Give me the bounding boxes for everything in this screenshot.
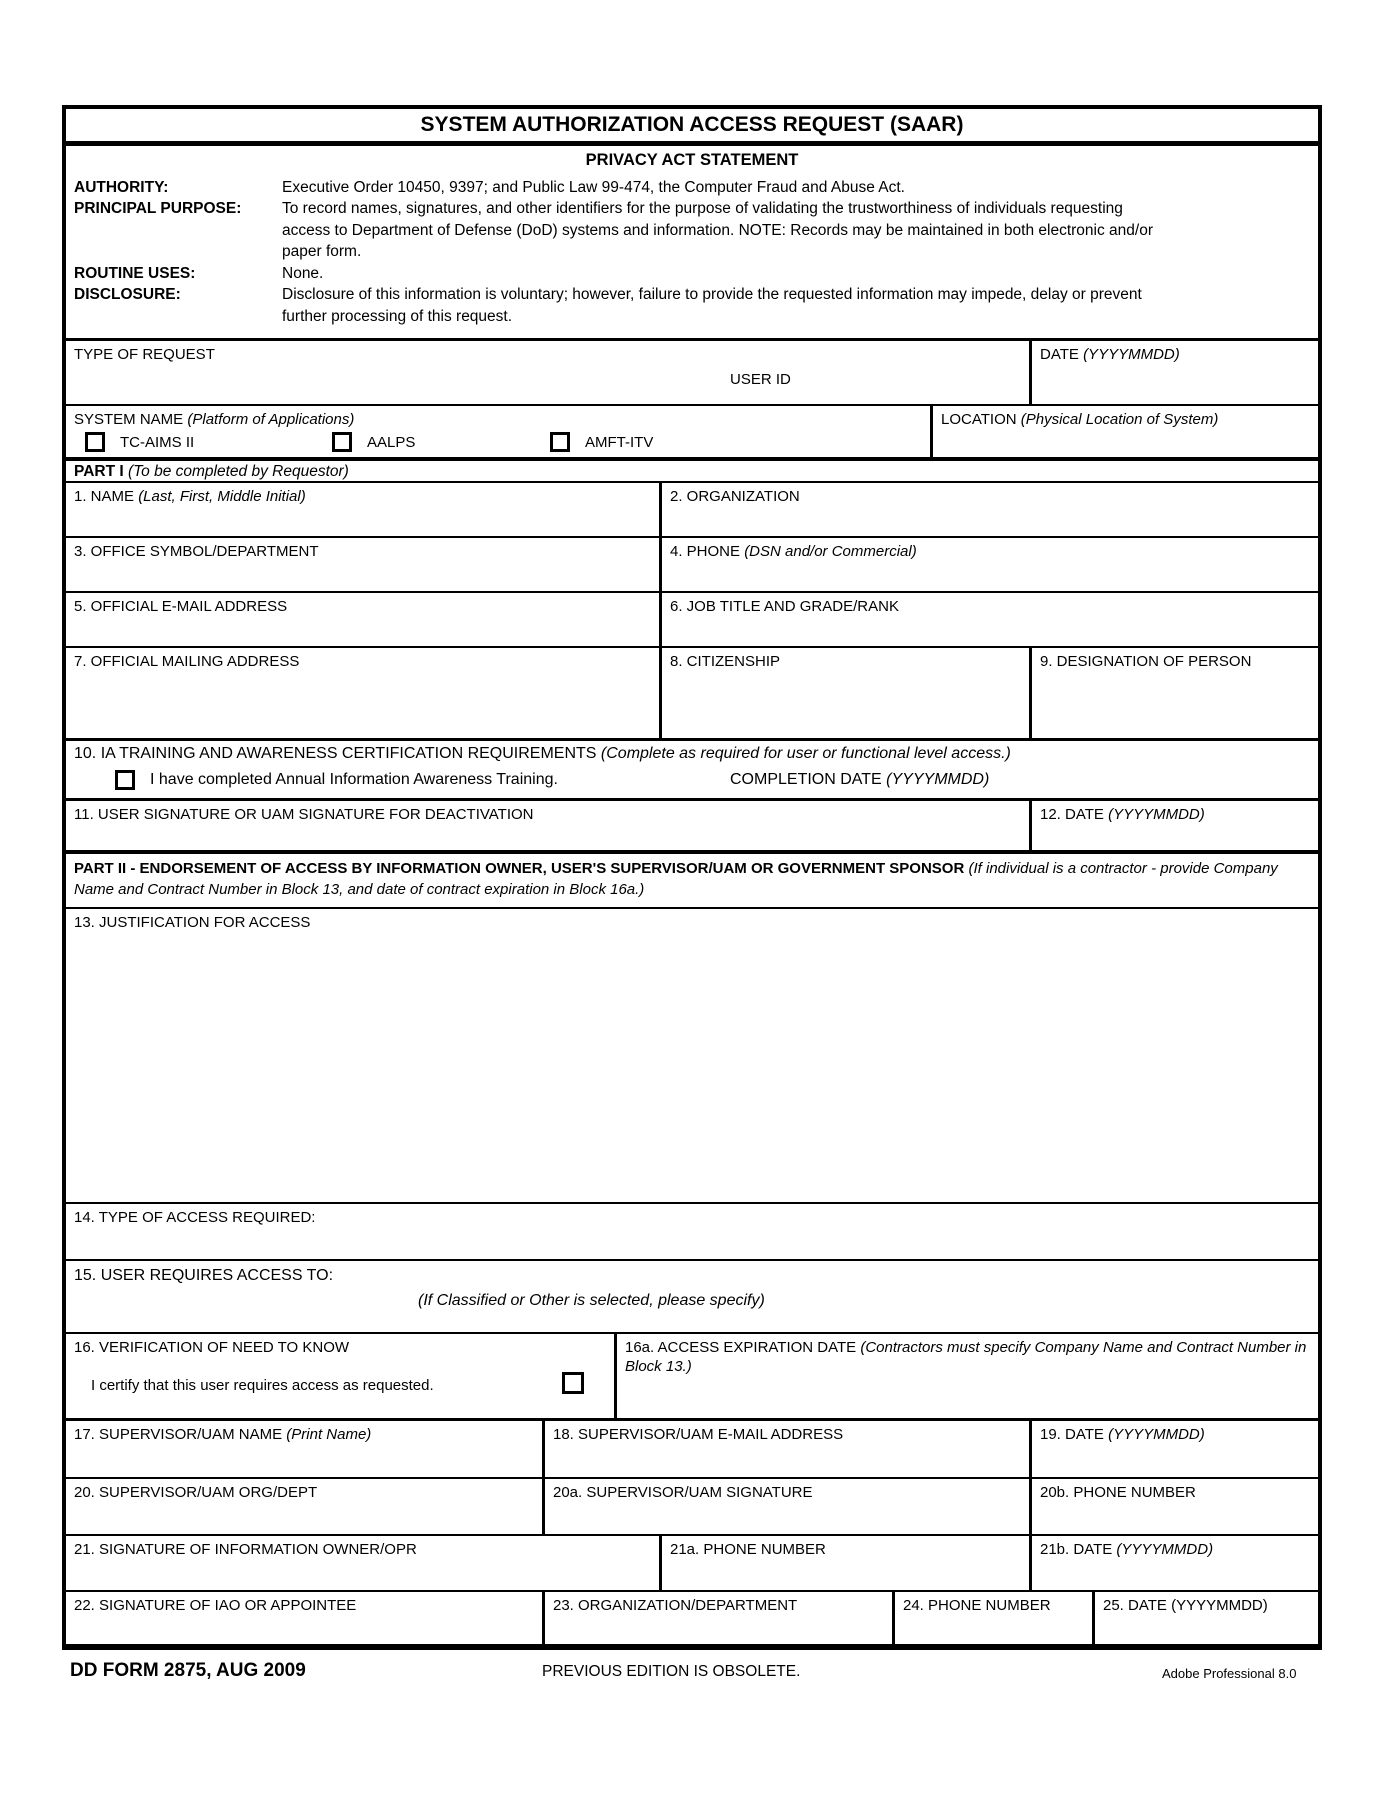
tc-aims-ii-label: TC-AIMS II [120, 434, 195, 451]
field-18-label: 18. SUPERVISOR/UAM E-MAIL ADDRESS [553, 1426, 844, 1443]
field-9-designation[interactable] [1032, 648, 1318, 738]
field-20-supervisor-org[interactable] [66, 1479, 545, 1534]
field-5-label: 5. OFFICIAL E-MAIL ADDRESS [74, 598, 288, 615]
field-22-label: 22. SIGNATURE OF IAO OR APPOINTEE [74, 1597, 357, 1614]
field-6-label: 6. JOB TITLE AND GRADE/RANK [670, 598, 899, 615]
field-9-label: 9. DESIGNATION OF PERSON [1040, 653, 1252, 670]
request-row [66, 341, 1318, 406]
privacy-row-principal-purpose [66, 198, 1318, 263]
field-25-label: 25. DATE (YYYYMMDD) [1103, 1597, 1268, 1614]
field-17-label: 17. SUPERVISOR/UAM NAME (Print Name) [74, 1426, 372, 1443]
field-19-date[interactable] [1032, 1421, 1318, 1477]
part2-heading: PART II - ENDORSEMENT OF ACCESS BY INFORMATION OWNER, USER'S SUPERVISOR/UAM OR GOVERNMENT SPONSOR [74, 860, 969, 877]
field-13-cell[interactable] [66, 909, 1318, 1202]
edition-note: PREVIOUS EDITION IS OBSOLETE. [542, 1663, 801, 1680]
field-25-date[interactable] [1095, 1592, 1318, 1644]
field-15-note: (If Classified or Other is selected, please specify) [418, 1292, 765, 1309]
field-7-mailing-address[interactable] [66, 648, 662, 738]
routine-uses-label: ROUTINE USES: [74, 264, 196, 282]
field-5-email[interactable] [66, 593, 662, 646]
field-18-supervisor-email[interactable] [545, 1421, 1032, 1477]
field-24-label: 24. PHONE NUMBER [903, 1597, 1051, 1614]
saar-form [62, 105, 1322, 1650]
field-23-label: 23. ORGANIZATION/DEPARTMENT [553, 1597, 798, 1614]
field-10-label: 10. IA TRAINING AND AWARENESS CERTIFICATION REQUIREMENTS (Complete as required for user or functional level access.) [74, 745, 1011, 762]
field-15-label: 15. USER REQUIRES ACCESS TO: [74, 1267, 334, 1284]
system-name-cell [66, 406, 933, 457]
aalps-checkbox[interactable] [332, 432, 352, 452]
row-1-2 [66, 483, 1318, 538]
certify-statement: I certify that this user requires access as requested. [91, 1377, 434, 1394]
principal-purpose-label: PRINCIPAL PURPOSE: [74, 200, 242, 217]
form-title-bar [66, 109, 1318, 146]
field-24-phone[interactable] [895, 1592, 1095, 1644]
ia-training-checkbox[interactable] [115, 770, 135, 790]
field-10-ia-training [66, 741, 1318, 801]
privacy-act-section [66, 146, 1318, 341]
completion-date-label: COMPLETION DATE (YYYYMMDD) [730, 771, 990, 788]
form-number: DD FORM 2875, AUG 2009 [70, 1660, 306, 1681]
field-6-job-title[interactable] [662, 593, 1318, 646]
system-name-label: SYSTEM NAME (Platform of Applications) [74, 411, 355, 428]
field-21b-label: 21b. DATE (YYYYMMDD) [1040, 1541, 1214, 1558]
row-22-23-24-25 [66, 1592, 1318, 1644]
row-21-21a-21b [66, 1536, 1318, 1592]
field-16-verification [66, 1334, 617, 1418]
field-14-type-of-access[interactable] [66, 1204, 1318, 1261]
field-4-phone[interactable] [662, 538, 1318, 591]
field-21a-phone[interactable] [662, 1536, 1032, 1590]
row-7-8-9 [66, 648, 1318, 741]
privacy-row-disclosure [66, 284, 1318, 327]
field-21-label: 21. SIGNATURE OF INFORMATION OWNER/OPR [74, 1541, 417, 1558]
part2-heading-note: (If individual is a contractor - provide Company Name and Contract Number in Block 13, and date of contract expiration in Block 16a.) [74, 860, 1278, 898]
amft-itv-label: AMFT-ITV [585, 434, 654, 451]
field-23-organization[interactable] [545, 1592, 895, 1644]
field-16a-access-expiration[interactable] [617, 1334, 1318, 1418]
field-12-date[interactable] [1032, 801, 1318, 850]
disclosure-value: Disclosure of this information is voluntary; however, failure to provide the requested information may impede, delay or prevent further processing of this request. [282, 286, 1142, 325]
field-1-name[interactable] [66, 483, 662, 536]
field-22-iao-signature[interactable] [66, 1592, 545, 1644]
field-15-user-requires-access[interactable] [66, 1261, 1318, 1334]
privacy-row-authority [66, 177, 1318, 199]
field-1-label: 1. NAME (Last, First, Middle Initial) [74, 488, 306, 505]
field-11-label: 11. USER SIGNATURE OR UAM SIGNATURE FOR DEACTIVATION [74, 806, 534, 823]
certify-checkbox[interactable] [562, 1372, 584, 1394]
form-title: SYSTEM AUTHORIZATION ACCESS REQUEST (SAAR) [420, 113, 964, 136]
aalps-label: AALPS [367, 434, 416, 451]
field-16-label: 16. VERIFICATION OF NEED TO KNOW [74, 1339, 350, 1356]
tc-aims-ii-checkbox[interactable] [85, 432, 105, 452]
field-20-label: 20. SUPERVISOR/UAM ORG/DEPT [74, 1484, 318, 1501]
authority-label: AUTHORITY: [74, 178, 169, 196]
row-17-18-19 [66, 1421, 1318, 1479]
field-2-organization[interactable] [662, 483, 1318, 536]
row-11-12 [66, 801, 1318, 854]
routine-uses-value: None. [282, 264, 324, 282]
field-13-label: 13. JUSTIFICATION FOR ACCESS [74, 914, 311, 931]
part1-heading-note: (To be completed by Requestor) [127, 463, 349, 480]
field-17-supervisor-name[interactable] [66, 1421, 545, 1477]
principal-purpose-value: To record names, signatures, and other identifiers for the purpose of validating the trustworthiness of individuals requesting access to Department of Defense (DoD) systems and information. NOTE: Records may be maintained in both electronic and/or paper form. [282, 200, 1153, 260]
row-20-20a-20b [66, 1479, 1318, 1536]
row-16-16a [66, 1334, 1318, 1421]
part2-header [66, 854, 1318, 909]
system-name-row [66, 406, 1318, 461]
field-7-label: 7. OFFICIAL MAILING ADDRESS [74, 653, 300, 670]
part1-heading: PART I [74, 463, 128, 480]
disclosure-label: DISCLOSURE: [74, 286, 181, 303]
field-8-label: 8. CITIZENSHIP [670, 653, 781, 670]
request-date-label: DATE (YYYYMMDD) [1040, 346, 1180, 363]
field-2-label: 2. ORGANIZATION [670, 488, 800, 505]
ia-training-checkbox-label: I have completed Annual Information Awareness Training. [150, 771, 558, 788]
field-3-office-symbol[interactable] [66, 538, 662, 591]
request-date-cell[interactable] [1032, 341, 1318, 404]
user-id-label: USER ID [730, 371, 791, 388]
field-4-label: 4. PHONE (DSN and/or Commercial) [670, 543, 917, 560]
field-19-label: 19. DATE (YYYYMMDD) [1040, 1426, 1205, 1443]
type-of-request-label: TYPE OF REQUEST [74, 346, 215, 363]
field-8-citizenship[interactable] [662, 648, 1032, 738]
row-3-4 [66, 538, 1318, 593]
field-21b-date[interactable] [1032, 1536, 1318, 1590]
type-of-request-cell[interactable] [66, 341, 1032, 404]
field-20b-label: 20b. PHONE NUMBER [1040, 1484, 1196, 1501]
amft-itv-checkbox[interactable] [550, 432, 570, 452]
authority-value: Executive Order 10450, 9397; and Public Law 99-474, the Computer Fraud and Abuse Act. [282, 178, 905, 196]
field-21a-label: 21a. PHONE NUMBER [670, 1541, 826, 1558]
field-11-user-signature[interactable] [66, 801, 1032, 850]
privacy-row-routine-uses [66, 263, 1318, 285]
field-20a-supervisor-signature[interactable] [545, 1479, 1032, 1534]
part1-header [66, 461, 1318, 483]
field-13-justification[interactable] [66, 909, 1318, 1204]
location-cell[interactable] [933, 406, 1318, 457]
field-20a-label: 20a. SUPERVISOR/UAM SIGNATURE [553, 1484, 813, 1501]
field-14-cell[interactable] [66, 1204, 1318, 1259]
field-20b-phone[interactable] [1032, 1479, 1318, 1534]
location-label: LOCATION (Physical Location of System) [941, 411, 1219, 428]
row-5-6 [66, 593, 1318, 648]
field-14-label: 14. TYPE OF ACCESS REQUIRED: [74, 1209, 316, 1226]
software-credit: Adobe Professional 8.0 [1162, 1666, 1297, 1681]
field-16a-label: 16a. ACCESS EXPIRATION DATE (Contractors must specify Company Name and Contract Number in Block 13.) [625, 1339, 1307, 1375]
field-3-label: 3. OFFICE SYMBOL/DEPARTMENT [74, 543, 319, 560]
field-12-label: 12. DATE (YYYYMMDD) [1040, 806, 1205, 823]
field-21-info-owner-signature[interactable] [66, 1536, 662, 1590]
privacy-act-heading: PRIVACY ACT STATEMENT [585, 151, 799, 169]
